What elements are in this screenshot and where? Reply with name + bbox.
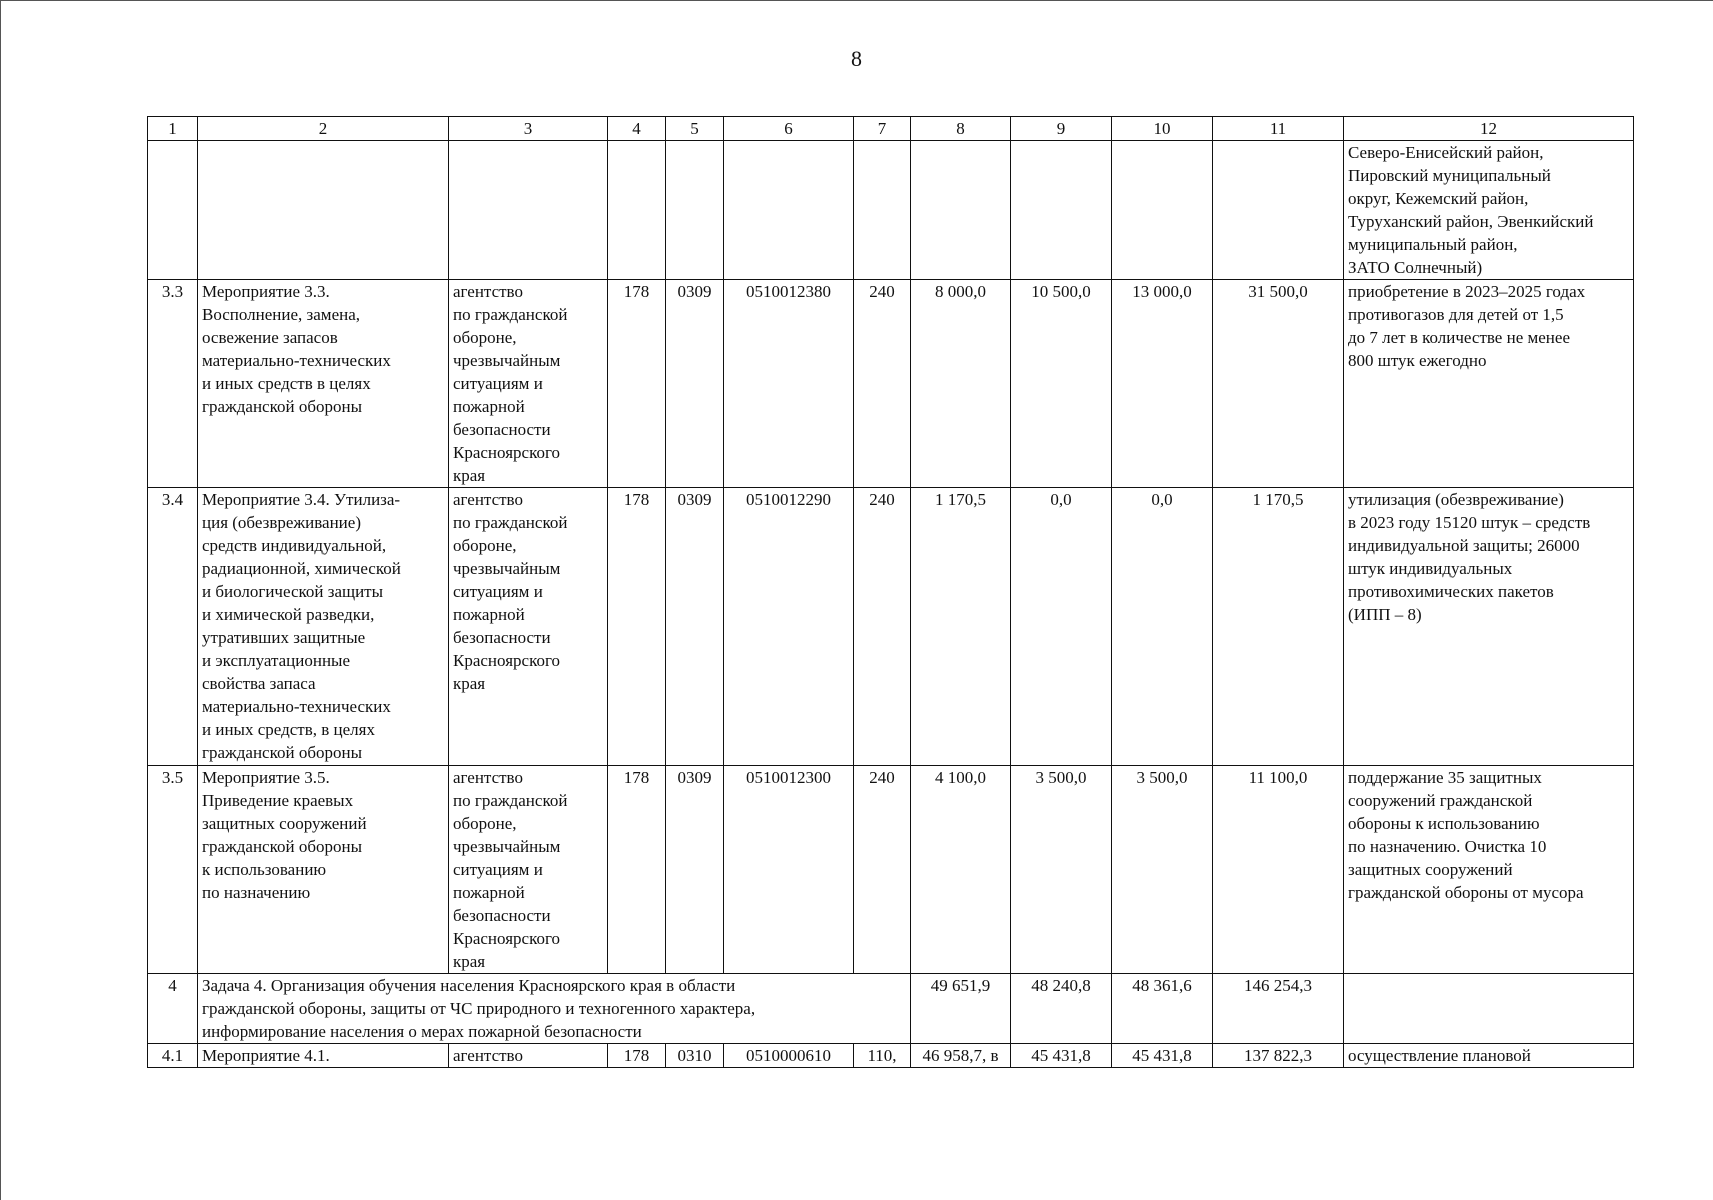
grbs-code: 178 bbox=[608, 280, 666, 488]
amount-total: 146 254,3 bbox=[1213, 974, 1344, 1044]
header-cell: 3 bbox=[449, 117, 608, 141]
expense-type-code: 240 bbox=[854, 280, 911, 488]
row-number: 3.3 bbox=[148, 280, 198, 488]
row-number: 3.5 bbox=[148, 766, 198, 974]
expense-type-code: 240 bbox=[854, 488, 911, 766]
responsible-executor: агентство bbox=[449, 1044, 608, 1068]
measure-name: Мероприятие 3.3. Восполнение, замена, освежение запасов материально-технических и иных средств в целях гражданской обороны bbox=[198, 280, 449, 488]
amount-2023: 49 651,9 bbox=[911, 974, 1011, 1044]
header-cell: 7 bbox=[854, 117, 911, 141]
header-cell: 5 bbox=[666, 117, 724, 141]
header-cell: 4 bbox=[608, 117, 666, 141]
amount-2025: 0,0 bbox=[1112, 488, 1213, 766]
amount-2024: 10 500,0 bbox=[1011, 280, 1112, 488]
header-cell: 12 bbox=[1344, 117, 1634, 141]
expense-type-code: 110, bbox=[854, 1044, 911, 1068]
table-row bbox=[148, 141, 1634, 280]
result-cell bbox=[1344, 974, 1634, 1044]
amount-2024: 0,0 bbox=[1011, 488, 1112, 766]
section-code: 0309 bbox=[666, 280, 724, 488]
header-cell: 10 bbox=[1112, 117, 1213, 141]
grbs-code: 178 bbox=[608, 488, 666, 766]
amount-2025: 3 500,0 bbox=[1112, 766, 1213, 974]
section-code: 0309 bbox=[666, 766, 724, 974]
amount-2023: 8 000,0 bbox=[911, 280, 1011, 488]
result-cell: поддержание 35 защитных сооружений гражданской обороны к использованию по назначению. Очистка 10 защитных сооружений гражданской обороны от мусора bbox=[1344, 766, 1634, 974]
amount-total: 31 500,0 bbox=[1213, 280, 1344, 488]
result-cell: осуществление плановой bbox=[1344, 1044, 1634, 1068]
row-number: 4 bbox=[148, 974, 198, 1044]
top-scan-edge bbox=[0, 0, 1713, 1]
amount-2023: 4 100,0 bbox=[911, 766, 1011, 974]
responsible-executor: агентство по гражданской обороне, чрезвычайным ситуациям и пожарной безопасности Красноярского края bbox=[449, 488, 608, 766]
target-article-code: 0510012300 bbox=[724, 766, 854, 974]
program-table bbox=[147, 116, 1634, 1068]
header-cell: 9 bbox=[1011, 117, 1112, 141]
table-row bbox=[148, 766, 1634, 974]
target-article-code: 0510012380 bbox=[724, 280, 854, 488]
section-code: 0309 bbox=[666, 488, 724, 766]
table-row bbox=[148, 1044, 1634, 1068]
amount-total: 1 170,5 bbox=[1213, 488, 1344, 766]
section-code: 0310 bbox=[666, 1044, 724, 1068]
task-row bbox=[148, 974, 1634, 1044]
row-number: 4.1 bbox=[148, 1044, 198, 1068]
measure-name: Мероприятие 4.1. bbox=[198, 1044, 449, 1068]
amount-2024: 45 431,8 bbox=[1011, 1044, 1112, 1068]
table-row bbox=[148, 488, 1634, 766]
header-cell: 8 bbox=[911, 117, 1011, 141]
amount-2024: 3 500,0 bbox=[1011, 766, 1112, 974]
grbs-code: 178 bbox=[608, 766, 666, 974]
row-number: 3.4 bbox=[148, 488, 198, 766]
responsible-executor: агентство по гражданской обороне, чрезвычайным ситуациям и пожарной безопасности Красноярского края bbox=[449, 280, 608, 488]
amount-total: 137 822,3 bbox=[1213, 1044, 1344, 1068]
amount-total: 11 100,0 bbox=[1213, 766, 1344, 974]
target-article-code: 0510000610 bbox=[724, 1044, 854, 1068]
header-cell: 11 bbox=[1213, 117, 1344, 141]
measure-name: Мероприятие 3.5. Приведение краевых защитных сооружений гражданской обороны к использованию по назначению bbox=[198, 766, 449, 974]
header-cell: 2 bbox=[198, 117, 449, 141]
result-cell: приобретение в 2023–2025 годах противогазов для детей от 1,5 до 7 лет в количестве не менее 800 штук ежегодно bbox=[1344, 280, 1634, 488]
amount-2025: 48 361,6 bbox=[1112, 974, 1213, 1044]
amount-2025: 13 000,0 bbox=[1112, 280, 1213, 488]
target-article-code: 0510012290 bbox=[724, 488, 854, 766]
amount-2023: 1 170,5 bbox=[911, 488, 1011, 766]
header-cell: 1 bbox=[148, 117, 198, 141]
task-title: Задача 4. Организация обучения населения Красноярского края в области гражданской обороны, защиты от ЧС природного и техногенного характера, информирование населения о мерах пожарной безопасности bbox=[198, 974, 911, 1044]
amount-2023: 46 958,7, в bbox=[911, 1044, 1011, 1068]
grbs-code: 178 bbox=[608, 1044, 666, 1068]
measure-name: Мероприятие 3.4. Утилиза- ция (обезвреживание) средств индивидуальной, радиационной, химической и биологической защиты и химической разведки, утративших защитные и эксплуатационные свойства запаса материально-технических и иных средств, в целях гражданской обороны bbox=[198, 488, 449, 766]
left-scan-edge bbox=[0, 0, 1, 1200]
header-cell: 6 bbox=[724, 117, 854, 141]
column-number-row bbox=[148, 117, 1634, 141]
page-number: 8 bbox=[851, 46, 862, 71]
result-cell: утилизация (обезвреживание) в 2023 году 15120 штук – средств индивидуальной защиты; 26000 штук индивидуальных противохимических пакетов (ИПП – 8) bbox=[1344, 488, 1634, 766]
expense-type-code: 240 bbox=[854, 766, 911, 974]
responsible-executor: агентство по гражданской обороне, чрезвычайным ситуациям и пожарной безопасности Красноярского края bbox=[449, 766, 608, 974]
result-cell: Северо-Енисейский район, Пировский муниципальный округ, Кежемский район, Туруханский район, Эвенкийский муниципальный район, ЗАТО Солнечный) bbox=[1344, 141, 1634, 280]
amount-2024: 48 240,8 bbox=[1011, 974, 1112, 1044]
table-row bbox=[148, 280, 1634, 488]
amount-2025: 45 431,8 bbox=[1112, 1044, 1213, 1068]
